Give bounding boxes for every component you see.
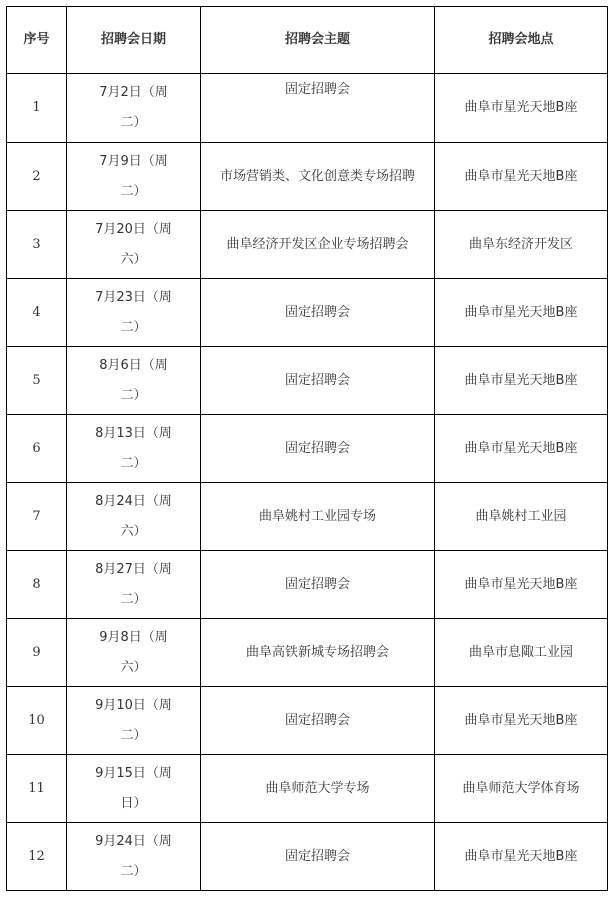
- row-date: 8月24日（周六）: [67, 483, 201, 551]
- row-location: 曲阜市星光天地B座: [435, 687, 608, 755]
- row-no: 8: [7, 551, 67, 619]
- table-header-row: [7, 7, 608, 74]
- row-theme: 曲阜高铁新城专场招聘会: [201, 619, 435, 687]
- table-row: [7, 347, 608, 415]
- row-theme: 固定招聘会: [201, 687, 435, 755]
- table-row: [7, 74, 608, 143]
- row-no: 12: [7, 823, 67, 891]
- row-no: 7: [7, 483, 67, 551]
- row-date: 9月10日（周二）: [67, 687, 201, 755]
- row-date: 7月9日（周二）: [67, 143, 201, 211]
- row-date: 8月13日（周二）: [67, 415, 201, 483]
- table-row: [7, 755, 608, 823]
- row-location: 曲阜市星光天地B座: [435, 415, 608, 483]
- row-theme: 固定招聘会: [201, 74, 435, 143]
- row-location: 曲阜市星光天地B座: [435, 279, 608, 347]
- row-theme: 固定招聘会: [201, 415, 435, 483]
- row-location: 曲阜姚村工业园: [435, 483, 608, 551]
- row-location: 曲阜市息陬工业园: [435, 619, 608, 687]
- row-date: 9月24日（周二）: [67, 823, 201, 891]
- table-row: [7, 279, 608, 347]
- row-date: 9月8日（周六）: [67, 619, 201, 687]
- row-theme: 曲阜师范大学专场: [201, 755, 435, 823]
- header-theme: 招聘会主题: [201, 7, 435, 74]
- row-theme: 固定招聘会: [201, 551, 435, 619]
- table-row: [7, 687, 608, 755]
- row-no: 9: [7, 619, 67, 687]
- row-date: 8月27日（周二）: [67, 551, 201, 619]
- row-theme: 市场营销类、文化创意类专场招聘: [201, 143, 435, 211]
- table-row: [7, 551, 608, 619]
- row-no: 3: [7, 211, 67, 279]
- header-no: 序号: [7, 7, 67, 74]
- row-theme: 固定招聘会: [201, 279, 435, 347]
- row-location: 曲阜市星光天地B座: [435, 143, 608, 211]
- row-no: 1: [7, 74, 67, 143]
- header-location: 招聘会地点: [435, 7, 608, 74]
- job-fair-schedule-table: [6, 6, 608, 891]
- row-theme: 曲阜姚村工业园专场: [201, 483, 435, 551]
- row-no: 4: [7, 279, 67, 347]
- row-location: 曲阜东经济开发区: [435, 211, 608, 279]
- row-no: 2: [7, 143, 67, 211]
- row-location: 曲阜市星光天地B座: [435, 74, 608, 143]
- row-location: 曲阜市星光天地B座: [435, 823, 608, 891]
- row-location: 曲阜市星光天地B座: [435, 347, 608, 415]
- row-theme: 固定招聘会: [201, 347, 435, 415]
- table-row: [7, 143, 608, 211]
- row-no: 6: [7, 415, 67, 483]
- row-no: 5: [7, 347, 67, 415]
- row-theme: 固定招聘会: [201, 823, 435, 891]
- table-row: [7, 415, 608, 483]
- table-row: [7, 823, 608, 891]
- row-theme: 曲阜经济开发区企业专场招聘会: [201, 211, 435, 279]
- header-date: 招聘会日期: [67, 7, 201, 74]
- table-row: [7, 619, 608, 687]
- row-date: 7月20日（周六）: [67, 211, 201, 279]
- row-no: 11: [7, 755, 67, 823]
- row-location: 曲阜师范大学体育场: [435, 755, 608, 823]
- row-date: 7月23日（周二）: [67, 279, 201, 347]
- row-no: 10: [7, 687, 67, 755]
- row-date: 9月15日（周日）: [67, 755, 201, 823]
- row-date: 8月6日（周二）: [67, 347, 201, 415]
- row-location: 曲阜市星光天地B座: [435, 551, 608, 619]
- table-row: [7, 483, 608, 551]
- table-row: [7, 211, 608, 279]
- row-date: 7月2日（周二）: [67, 74, 201, 143]
